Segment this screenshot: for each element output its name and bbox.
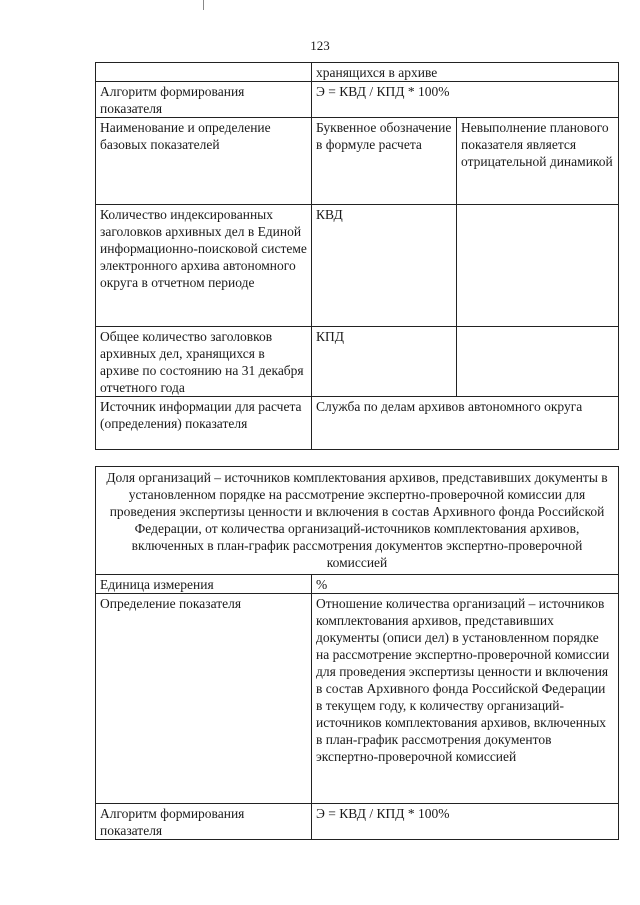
table-row <box>96 205 619 327</box>
base-indicator-symbol: КВД <box>312 205 457 327</box>
table-row <box>96 467 619 575</box>
unit-value: % <box>312 575 619 594</box>
base-indicator-note <box>457 205 619 327</box>
algorithm-formula: Э = КВД / КПД * 100% <box>312 804 619 840</box>
algorithm-formula: Э = КВД / КПД * 100% <box>312 82 619 118</box>
header-letter-symbol: Буквенное обозначение в формуле расчета <box>312 118 457 205</box>
base-indicator-name: Количество индексированных заголовков архивных дел в Единой информационно-поисковой системе электронного архива автономного округа в отчетном периоде <box>96 205 312 327</box>
table-row <box>96 118 619 205</box>
algorithm-label: Алгоритм формирования показателя <box>96 804 312 840</box>
table-row <box>96 327 619 397</box>
table-row <box>96 63 619 82</box>
header-dynamics: Невыполнение планового показателя является отрицательной динамикой <box>457 118 619 205</box>
table-row <box>96 804 619 840</box>
table-row <box>96 82 619 118</box>
indicator-table-1 <box>95 62 619 450</box>
definition-value: Отношение количества организаций – источников комплектования архивов, представивших документы (описи дел) в установленном порядке на рассмотрение экспертно-проверочной комиссии для проведения экспертизы ценности и включения в состав Архивного фонда Российской Федерации в текущем году, к количеству организаций-источников комплектования архивов, включенных в план-график рассмотрения документов экспертно-проверочной комиссией <box>312 594 619 804</box>
header-name-definition: Наименование и определение базовых показателей <box>96 118 312 205</box>
definition-label: Определение показателя <box>96 594 312 804</box>
base-indicator-name: Общее количество заголовков архивных дел, хранящихся в архиве по состоянию на 31 декабря отчетного года <box>96 327 312 397</box>
base-indicator-symbol: КПД <box>312 327 457 397</box>
indicator-table-2 <box>95 466 619 840</box>
table-row <box>96 594 619 804</box>
indicator-title: Доля организаций – источников комплектования архивов, представивших документы в установленном порядке на рассмотрение экспертно-проверочной комиссии для проведения экспертизы ценности и включения в состав Архивного фонда Российской Федерации, от количества организаций-источников комплектования архивов, включенных в план-график рассмотрения документов экспертно-проверочной комиссией <box>96 467 619 575</box>
page-number: 123 <box>310 38 330 53</box>
source-label: Источник информации для расчета (определения) показателя <box>96 397 312 450</box>
unit-label: Единица измерения <box>96 575 312 594</box>
base-indicator-note <box>457 327 619 397</box>
table-row <box>96 575 619 594</box>
table-row <box>96 397 619 450</box>
continuation-text: хранящихся в архиве <box>312 63 619 82</box>
algorithm-label: Алгоритм формирования показателя <box>96 82 312 118</box>
scan-edge-mark <box>203 0 204 10</box>
source-value: Служба по делам архивов автономного округа <box>312 397 619 450</box>
